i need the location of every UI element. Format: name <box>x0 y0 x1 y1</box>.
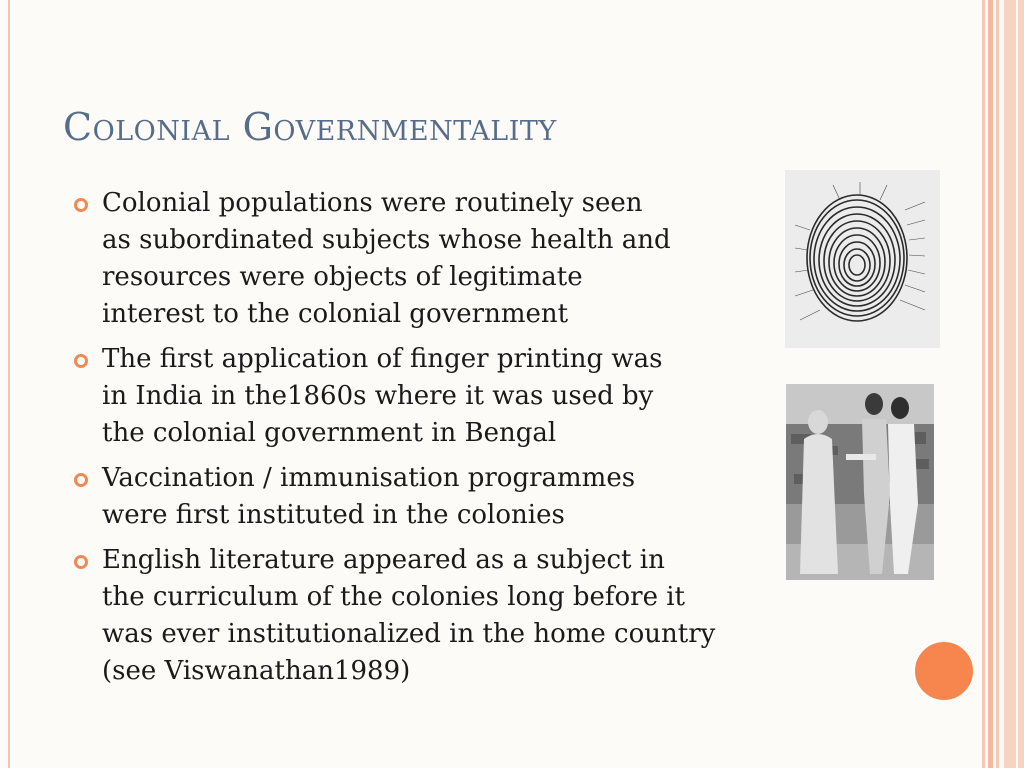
vaccination-photo-image <box>786 384 934 580</box>
bullet-item <box>74 185 874 333</box>
bullet-text-line: resources were objects of legitimate <box>102 262 583 292</box>
fingerprint-diagram-image <box>785 170 940 348</box>
slide-title: Colonial Governmentality <box>63 105 557 149</box>
bullet-item <box>74 542 874 690</box>
bullet-item <box>74 460 874 534</box>
bullet-list <box>74 185 874 698</box>
bullet-text-line: the curriculum of the colonies long before it <box>102 582 686 612</box>
bullet-text-line: were first instituted in the colonies <box>102 500 565 530</box>
bullet-text-line: as subordinated subjects whose health and <box>102 225 671 255</box>
bullet-text-line: Vaccination / immunisation programmes <box>102 463 636 493</box>
bullet-circle-icon <box>74 198 88 212</box>
bullet-circle-icon <box>74 555 88 569</box>
right-decorative-stripes <box>982 0 1024 768</box>
bullet-circle-icon <box>74 473 88 487</box>
left-border-line <box>8 0 10 768</box>
bullet-text-line: the colonial government in Bengal <box>102 418 557 448</box>
bullet-text-line: English literature appeared as a subject in <box>102 545 665 575</box>
orange-decorative-circle <box>913 640 975 702</box>
bullet-text-line: was ever institutionalized in the home country <box>102 619 716 649</box>
bullet-text-line: in India in the1860s where it was used by <box>102 381 654 411</box>
bullet-circle-icon <box>74 354 88 368</box>
bullet-text-line: Colonial populations were routinely seen <box>102 188 643 218</box>
bullet-text-line: The first application of finger printing was <box>102 344 663 374</box>
bullet-text-line: interest to the colonial government <box>102 299 569 329</box>
bullet-text-line: (see Viswanathan1989) <box>102 656 411 686</box>
bullet-item <box>74 341 874 452</box>
